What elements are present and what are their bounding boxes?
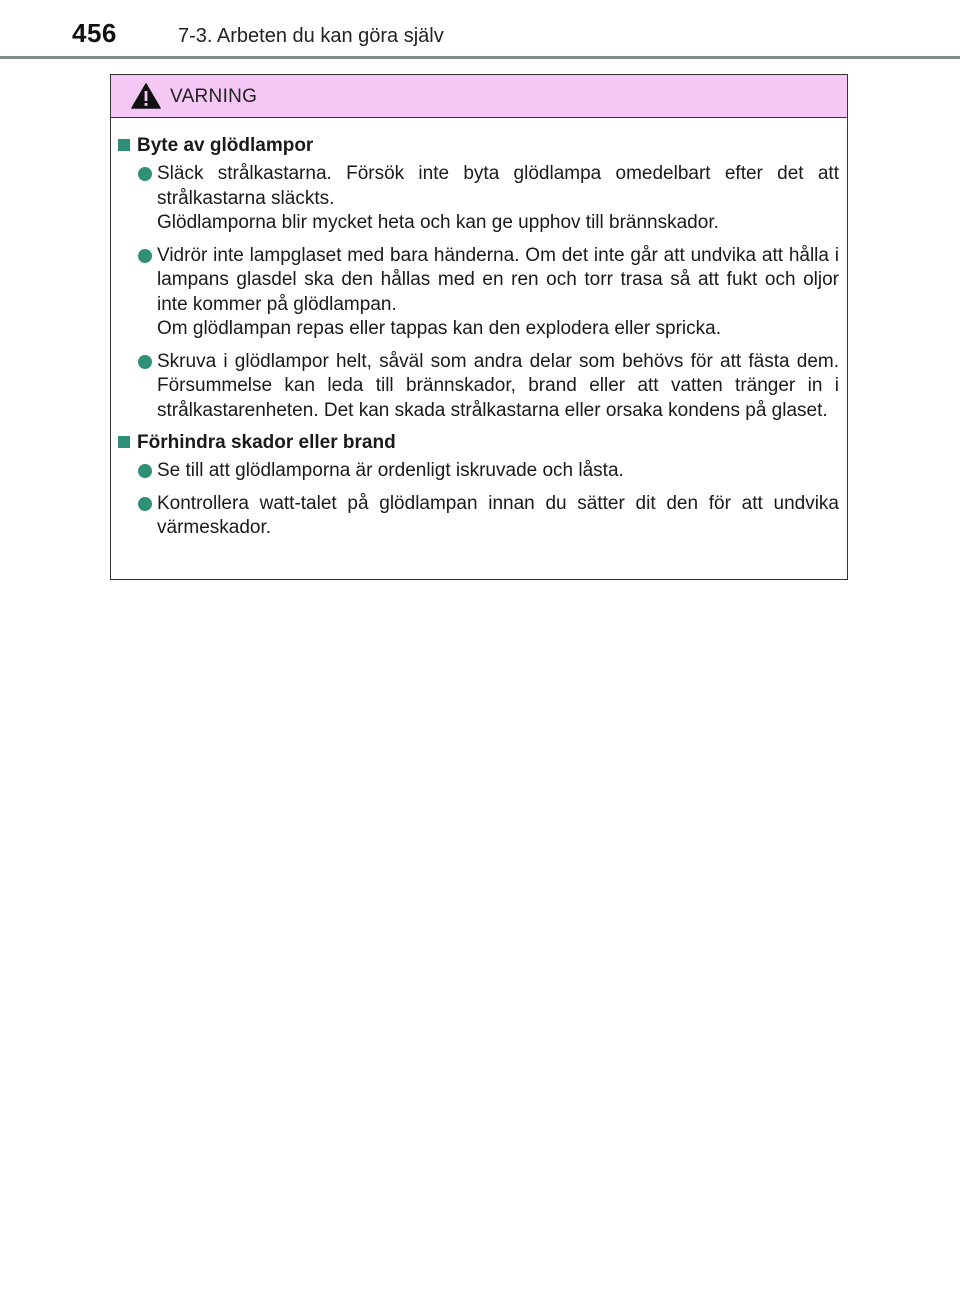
- list-item-text: Kontrollera watt-talet på glödlampan innan du sätter dit den för att undvika värmeskador.: [157, 492, 839, 538]
- section-heading: [116, 134, 839, 158]
- list-item-text: Skruva i glödlampor helt, såväl som andra delar som behövs för att fästa dem. Försummelse kan leda till brännskador, brand eller att vatten tränger in i strålkastarenheten. Det kan skada strålkastarna eller orsaka kondens på glaset.: [157, 350, 839, 421]
- square-bullet-icon: [118, 436, 130, 448]
- warning-label: VARNING: [170, 86, 258, 107]
- list-item-text: Vidrör inte lampglaset med bara händerna. Om det inte går att undvika att hålla i lampans glasdel ska den hållas med en ren och torr trasa så att fukt och oljor inte kommer på glödlampan.: [157, 244, 839, 315]
- bullet-dot-icon: [138, 167, 152, 181]
- warning-content: [111, 118, 847, 541]
- bullet-dot-icon: [138, 249, 152, 263]
- warning-header: [111, 75, 847, 118]
- list-item-text: Se till att glödlamporna är ordenligt iskruvade och låsta.: [157, 460, 624, 481]
- page-number: 456: [72, 18, 117, 48]
- page-header: [0, 0, 960, 62]
- list-item: [116, 244, 839, 342]
- list-item: [116, 350, 839, 424]
- list-item: [116, 162, 839, 236]
- list-item-note: Glödlamporna blir mycket heta och kan ge upphov till brännskador.: [157, 212, 719, 233]
- warning-triangle-icon: [131, 83, 161, 109]
- header-divider: [0, 56, 960, 59]
- bullet-dot-icon: [138, 355, 152, 369]
- list-item: [116, 492, 839, 541]
- section-title: 7-3. Arbeten du kan göra själv: [178, 25, 444, 47]
- bullet-dot-icon: [138, 497, 152, 511]
- list-item: [116, 459, 839, 484]
- warning-box: [110, 74, 848, 580]
- list-item-text: Släck strålkastarna. Försök inte byta glödlampa omedelbart efter det att strålkastarna släckts.: [157, 163, 839, 209]
- bullet-dot-icon: [138, 464, 152, 478]
- section-heading-text: Byte av glödlampor: [137, 135, 314, 156]
- square-bullet-icon: [118, 139, 130, 151]
- list-item-note: Om glödlampan repas eller tappas kan den explodera eller spricka.: [157, 318, 721, 339]
- section-heading-text: Förhindra skador eller brand: [137, 432, 396, 453]
- section-heading: [116, 431, 839, 455]
